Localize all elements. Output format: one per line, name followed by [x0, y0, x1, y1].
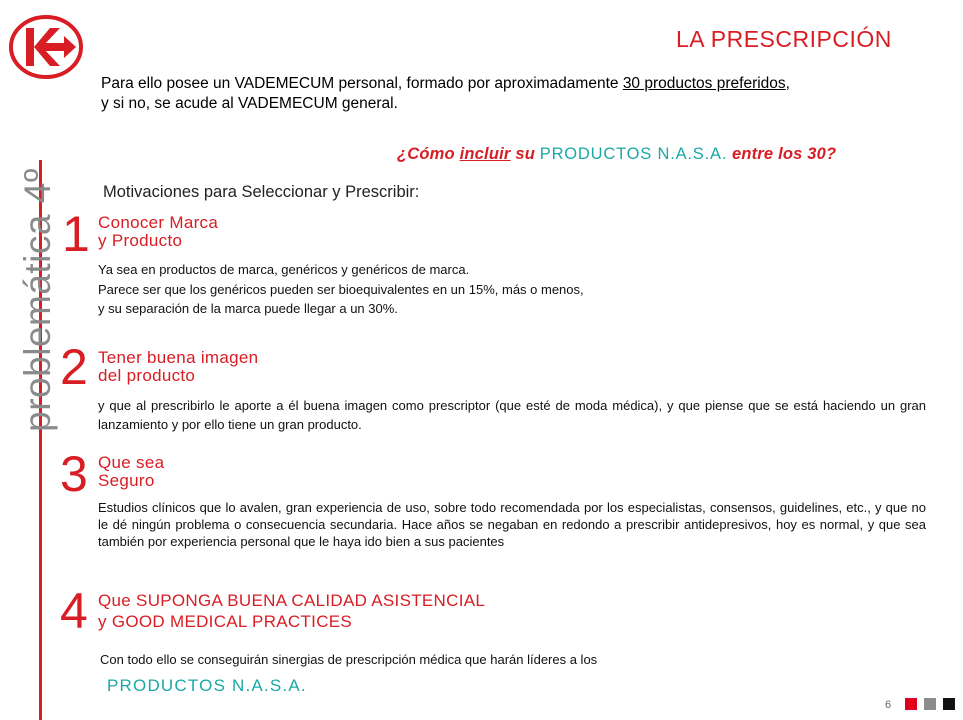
question-part-1: ¿Cómo	[397, 145, 460, 163]
side-label: problemática 4º	[17, 168, 58, 432]
question-incluir: incluir	[459, 145, 511, 163]
section-4-heading-line-1: Que SUPONGA BUENA CALIDAD ASISTENCIAL	[98, 591, 486, 610]
question-part-3: su	[510, 145, 540, 163]
intro-text: Para ello posee un VADEMECUM personal, formado por aproximadamente	[101, 75, 623, 92]
section-1-body-line-2: Parece ser que los genéricos pueden ser bioequivalentes en un 15%, más o menos,	[98, 282, 584, 297]
section-1-heading-line-2: y Producto	[98, 231, 183, 250]
section-2-number: 2	[60, 339, 88, 395]
section-1-body-line-1: Ya sea en productos de marca, genéricos y genéricos de marca.	[98, 262, 470, 277]
page-number: 6	[885, 699, 892, 711]
section-4-number: 4	[60, 583, 88, 639]
company-logo-icon	[8, 14, 86, 80]
section-1-heading-line-1: Conocer Marca	[98, 213, 219, 232]
section-4-brand: PRODUCTOS N.A.S.A.	[107, 676, 307, 695]
section-4-body: Con todo ello se conseguirán sinergias de prescripción médica que harán líderes a los	[100, 652, 598, 667]
footer-square-gray	[924, 698, 936, 710]
section-1-body-line-3: y su separación de la marca puede llegar a un 30%.	[98, 301, 398, 316]
motivations-title: Motivaciones para Seleccionar y Prescribir:	[103, 183, 420, 201]
intro-underlined: 30 productos preferidos	[622, 75, 786, 92]
section-3-number: 3	[60, 446, 88, 502]
section-3-body: Estudios clínicos que lo avalen, gran experiencia de uso, sobre todo recomendada por los especialistas, consensos, guidelines, etc., y que no le dé ningún problema o consecuencia secundaria. Hace años se negaban en redondo a prescribir antidepresivos, hoy es normal, y que sea también por experiencia personal que le haya ido bien a sus pacientes	[98, 500, 926, 549]
footer-square-red	[905, 698, 917, 710]
section-3-heading-line-2: Seguro	[98, 471, 155, 490]
page-title: LA PRESCRIPCIÓN	[676, 26, 892, 52]
section-2-heading-line-1: Tener buena imagen	[98, 348, 259, 367]
question-brand: PRODUCTOS N.A.S.A.	[539, 145, 728, 163]
intro-line-2: y si no, se acude al VADEMECUM general.	[101, 95, 398, 112]
footer-square-black	[943, 698, 955, 710]
section-4-heading-line-2: y GOOD MEDICAL PRACTICES	[98, 612, 353, 631]
intro-comma: ,	[785, 75, 790, 92]
key-question	[397, 145, 836, 164]
question-part-4: entre los 30?	[727, 145, 837, 163]
section-2-heading-line-2: del producto	[98, 366, 196, 385]
section-1-number: 1	[62, 206, 90, 262]
intro-line-1	[101, 75, 790, 93]
section-2-body: y que al prescribirlo le aporte a él buena imagen como prescriptor (que esté de moda médica), y que piense que se está haciendo un gran lanzamiento y por ello tiene un gran producto.	[98, 398, 926, 432]
section-3-heading-line-1: Que sea	[98, 453, 165, 472]
